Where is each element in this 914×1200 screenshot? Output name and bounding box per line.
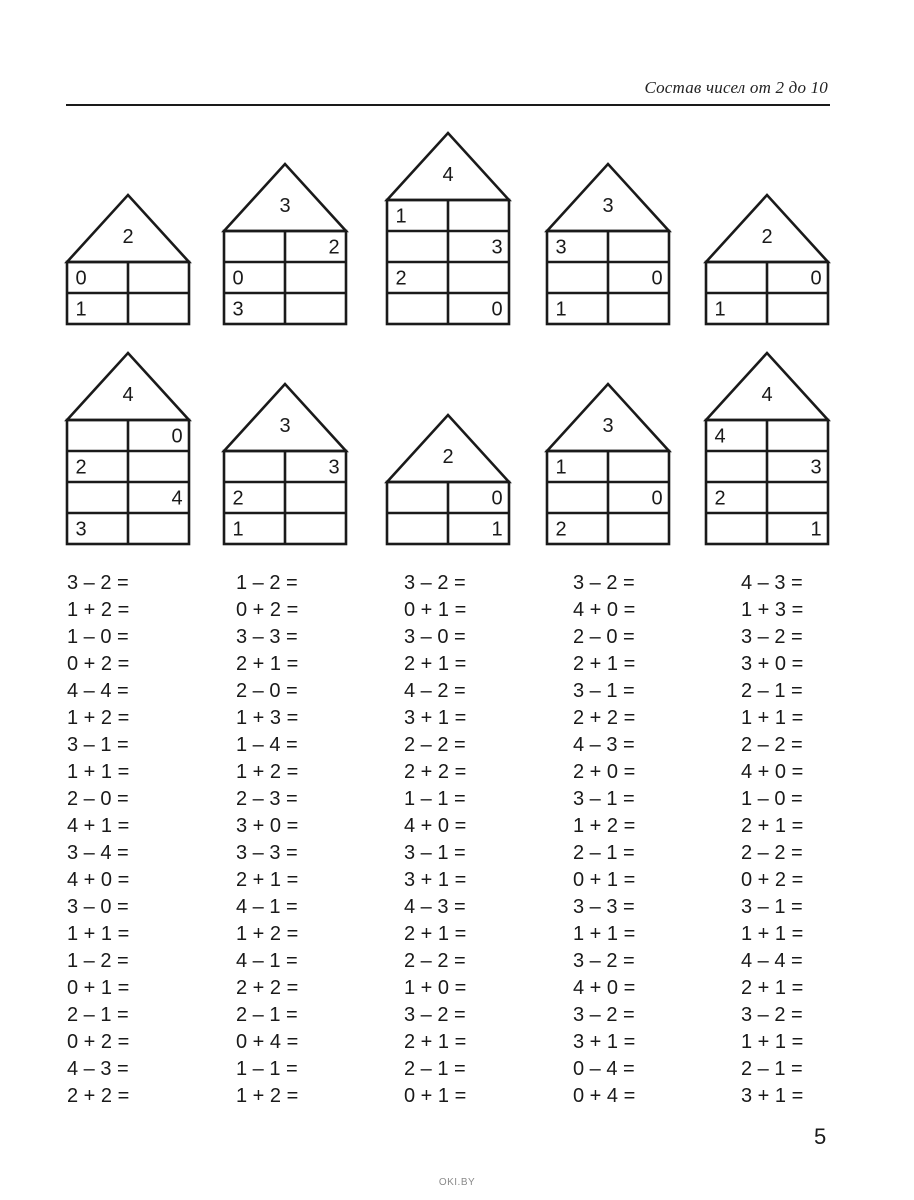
exercise-item: 0 + 1 =: [404, 599, 467, 621]
exercise-item: 4 – 3 =: [404, 896, 466, 918]
number-house: [383, 131, 513, 326]
exercise-item: 2 – 0 =: [573, 626, 635, 648]
exercise-item: 0 – 4 =: [573, 1058, 635, 1080]
exercise-item: 1 + 2 =: [236, 761, 299, 783]
exercise-item: 3 – 2 =: [741, 626, 803, 648]
house-cell-left: 2: [395, 267, 407, 290]
house-roof-number: 2: [442, 446, 454, 469]
exercise-item: 3 – 2 =: [67, 572, 129, 594]
watermark: OKI.BY: [438, 1177, 476, 1188]
house-cell-left: 4: [714, 425, 726, 448]
exercise-item: 3 + 1 =: [404, 869, 467, 891]
exercise-item: 3 – 2 =: [404, 1004, 466, 1026]
house-cell-left: 1: [555, 298, 567, 321]
exercise-item: 2 + 1 =: [741, 977, 804, 999]
exercise-item: 1 + 2 =: [236, 923, 299, 945]
exercise-item: 0 + 2 =: [67, 653, 130, 675]
exercise-item: 0 + 2 =: [236, 599, 299, 621]
house-cell-left: 2: [714, 487, 726, 510]
exercise-item: 3 – 2 =: [573, 1004, 635, 1026]
exercise-item: 2 – 2 =: [404, 950, 466, 972]
exercise-item: 4 – 3 =: [67, 1058, 129, 1080]
exercise-item: 0 + 1 =: [67, 977, 130, 999]
exercise-item: 0 + 2 =: [67, 1031, 130, 1053]
house-roof-number: 4: [442, 164, 454, 187]
number-house: [63, 193, 193, 326]
exercise-item: 3 + 1 =: [741, 1085, 804, 1107]
house-cell-right: 0: [810, 267, 822, 290]
exercise-item: 1 + 1 =: [67, 761, 130, 783]
exercise-item: 1 + 2 =: [236, 1085, 299, 1107]
house-cell-right: 1: [491, 518, 503, 541]
house-cell-left: 1: [75, 298, 87, 321]
house-cell-right: 3: [491, 236, 503, 259]
number-house: [543, 382, 673, 546]
exercise-item: 1 + 1 =: [741, 1031, 804, 1053]
house-cell-left: 1: [555, 456, 567, 479]
house-cell-left: 3: [232, 298, 244, 321]
exercise-item: 0 + 1 =: [404, 1085, 467, 1107]
exercise-item: 3 – 1 =: [67, 734, 129, 756]
exercise-item: 2 – 1 =: [741, 1058, 803, 1080]
exercise-item: 4 – 2 =: [404, 680, 466, 702]
exercise-item: 1 + 2 =: [67, 599, 130, 621]
exercise-item: 3 + 1 =: [573, 1031, 636, 1053]
house-cell-right: 0: [651, 487, 663, 510]
house-cell-left: 1: [714, 298, 726, 321]
exercise-item: 2 – 1 =: [573, 842, 635, 864]
exercise-item: 3 – 1 =: [573, 788, 635, 810]
exercise-item: 2 – 1 =: [741, 680, 803, 702]
exercise-item: 0 + 4 =: [236, 1031, 299, 1053]
house-cell-right: 3: [328, 456, 340, 479]
house-cell-left: 2: [232, 487, 244, 510]
exercise-item: 3 + 0 =: [236, 815, 299, 837]
exercise-item: 4 + 0 =: [67, 869, 130, 891]
exercise-item: 1 + 1 =: [741, 707, 804, 729]
exercise-item: 4 + 0 =: [741, 761, 804, 783]
house-roof-number: 4: [122, 384, 134, 407]
house-cell-left: 2: [555, 518, 567, 541]
exercise-item: 3 – 3 =: [573, 896, 635, 918]
exercise-item: 4 – 3 =: [741, 572, 803, 594]
exercise-item: 3 – 1 =: [573, 680, 635, 702]
number-house: [543, 162, 673, 326]
exercise-item: 4 + 0 =: [404, 815, 467, 837]
exercise-item: 1 + 1 =: [573, 923, 636, 945]
exercise-column: [573, 570, 635, 1110]
house-cell-right: 1: [810, 518, 822, 541]
exercise-item: 3 – 2 =: [573, 572, 635, 594]
exercise-item: 4 – 4 =: [67, 680, 129, 702]
number-house: [220, 162, 350, 326]
exercise-item: 3 – 2 =: [573, 950, 635, 972]
number-house: [702, 193, 832, 326]
number-house: [220, 382, 350, 546]
exercise-item: 0 + 2 =: [741, 869, 804, 891]
exercise-item: 1 + 3 =: [741, 599, 804, 621]
exercise-item: 2 + 1 =: [741, 815, 804, 837]
house-roof-number: 3: [602, 415, 614, 438]
exercise-item: 2 + 2 =: [67, 1085, 130, 1107]
exercise-item: 1 – 2 =: [67, 950, 129, 972]
exercise-item: 1 – 2 =: [236, 572, 298, 594]
exercise-item: 3 – 0 =: [67, 896, 129, 918]
house-roof-number: 3: [279, 195, 291, 218]
exercise-item: 4 – 1 =: [236, 896, 298, 918]
house-cell-left: 3: [555, 236, 567, 259]
exercise-item: 3 – 3 =: [236, 626, 298, 648]
exercise-column: [404, 570, 466, 1110]
exercise-item: 4 – 3 =: [573, 734, 635, 756]
house-cell-left: 1: [232, 518, 244, 541]
exercise-item: 3 – 2 =: [404, 572, 466, 594]
page-number: 5: [814, 1124, 827, 1149]
house-cell-right: 0: [491, 298, 503, 321]
house-cell-right: 4: [171, 487, 183, 510]
house-roof-number: 3: [279, 415, 291, 438]
house-cell-right: 0: [171, 425, 183, 448]
number-house: [63, 351, 193, 546]
exercise-item: 2 – 3 =: [236, 788, 298, 810]
house-cell-left: 0: [75, 267, 87, 290]
exercise-item: 2 – 0 =: [236, 680, 298, 702]
exercise-item: 3 – 1 =: [404, 842, 466, 864]
house-roof-number: 2: [122, 226, 134, 249]
exercise-item: 2 + 2 =: [404, 761, 467, 783]
exercise-item: 3 – 4 =: [67, 842, 129, 864]
exercise-item: 2 + 1 =: [236, 869, 299, 891]
exercise-item: 2 – 1 =: [404, 1058, 466, 1080]
house-roof-number: 2: [761, 226, 773, 249]
header-divider: [66, 104, 830, 106]
exercise-item: 2 + 0 =: [573, 761, 636, 783]
exercise-item: 1 – 4 =: [236, 734, 298, 756]
exercise-item: 3 – 1 =: [741, 896, 803, 918]
exercise-item: 3 – 3 =: [236, 842, 298, 864]
house-roof-number: 4: [761, 384, 773, 407]
house-cell-left: 1: [395, 205, 407, 228]
exercise-item: 4 + 0 =: [573, 977, 636, 999]
exercise-item: 0 + 4 =: [573, 1085, 636, 1107]
exercise-item: 3 – 2 =: [741, 1004, 803, 1026]
exercise-column: [236, 570, 298, 1110]
house-cell-right: 3: [810, 456, 822, 479]
exercise-item: 1 – 1 =: [236, 1058, 298, 1080]
exercise-item: 1 + 2 =: [573, 815, 636, 837]
exercise-item: 2 – 1 =: [67, 1004, 129, 1026]
exercise-item: 4 – 4 =: [741, 950, 803, 972]
page-header-title: Состав чисел от 2 до 10: [644, 78, 828, 97]
exercise-item: 2 + 1 =: [404, 1031, 467, 1053]
exercise-item: 1 + 1 =: [67, 923, 130, 945]
exercise-item: 4 – 1 =: [236, 950, 298, 972]
exercise-item: 2 + 1 =: [404, 653, 467, 675]
exercise-item: 1 – 1 =: [404, 788, 466, 810]
house-cell-left: 0: [232, 267, 244, 290]
exercise-item: 1 + 0 =: [404, 977, 467, 999]
exercise-item: 2 – 2 =: [741, 734, 803, 756]
exercise-item: 3 + 1 =: [404, 707, 467, 729]
exercise-item: 2 + 2 =: [236, 977, 299, 999]
house-cell-right: 0: [651, 267, 663, 290]
exercise-item: 3 – 0 =: [404, 626, 466, 648]
exercise-item: 4 + 1 =: [67, 815, 130, 837]
exercise-item: 3 + 0 =: [741, 653, 804, 675]
exercise-item: 2 + 1 =: [573, 653, 636, 675]
house-roof-number: 3: [602, 195, 614, 218]
exercise-item: 0 + 1 =: [573, 869, 636, 891]
exercise-item: 2 – 2 =: [741, 842, 803, 864]
exercise-item: 4 + 0 =: [573, 599, 636, 621]
exercise-column: [741, 570, 803, 1110]
number-house: [702, 351, 832, 546]
house-cell-left: 3: [75, 518, 87, 541]
exercise-item: 1 + 3 =: [236, 707, 299, 729]
exercise-item: 1 + 2 =: [67, 707, 130, 729]
exercise-item: 1 – 0 =: [67, 626, 129, 648]
number-house: [383, 413, 513, 546]
exercise-item: 2 – 1 =: [236, 1004, 298, 1026]
exercise-item: 2 – 0 =: [67, 788, 129, 810]
exercise-item: 2 + 1 =: [236, 653, 299, 675]
house-cell-left: 2: [75, 456, 87, 479]
exercise-item: 1 + 1 =: [741, 923, 804, 945]
house-cell-right: 2: [328, 236, 340, 259]
exercise-item: 1 – 0 =: [741, 788, 803, 810]
exercise-column: [67, 570, 129, 1110]
house-cell-right: 0: [491, 487, 503, 510]
exercise-item: 2 + 1 =: [404, 923, 467, 945]
exercise-item: 2 – 2 =: [404, 734, 466, 756]
exercise-item: 2 + 2 =: [573, 707, 636, 729]
